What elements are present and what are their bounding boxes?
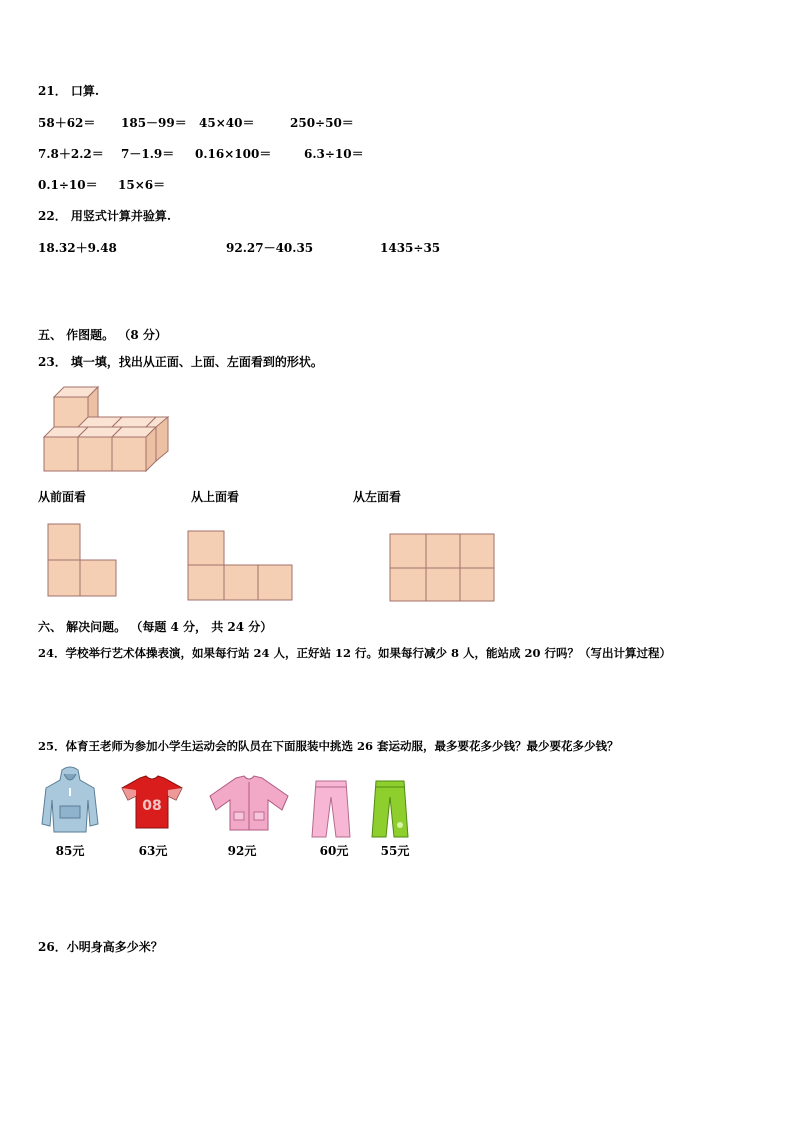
q24-text: 24．学校举行艺术体操表演，如果每行站 24 人，正好站 12 行。如果每行减少 8 人，能站成 20 行吗？（写出计算过程） [38, 646, 672, 660]
calc-item: 45×40＝ [199, 116, 255, 130]
vertical-calc-item: 18.32＋9.48 [38, 241, 117, 255]
view-label-top: 从上面看 [191, 490, 240, 504]
price-green-pants: 55元 [380, 844, 410, 858]
calc-item: 0.1÷10＝ [38, 178, 98, 192]
q23-title: 23． 填一填，找出从正面、上面、左面看到的形状。 [38, 355, 323, 369]
calc-item: 7－1.9＝ [121, 147, 175, 161]
section-6-title: 六、 解决问题。 （每题 4 分， 共 24 分） [38, 620, 273, 634]
price-red-tshirt: 63元 [138, 844, 168, 858]
calc-item: 58＋62＝ [38, 116, 96, 130]
red-tshirt-icon [120, 774, 184, 830]
front-view-grid [46, 522, 120, 600]
cube-stack-figure [40, 384, 172, 474]
price-pink-jacket: 92元 [227, 844, 257, 858]
left-view-grid [389, 533, 497, 603]
calc-item: 7.8＋2.2＝ [38, 147, 104, 161]
section-5-title: 五、 作图题。 （8 分） [38, 328, 167, 342]
calc-item: 15×6＝ [118, 178, 166, 192]
svg-text:08: 08 [142, 798, 162, 814]
vertical-calc-item: 1435÷35 [380, 241, 441, 255]
vertical-calc-item: 92.27－40.35 [226, 241, 314, 255]
view-label-front: 从前面看 [38, 490, 87, 504]
view-label-left: 从左面看 [353, 490, 402, 504]
q21-title: 21． 口算. [38, 84, 100, 98]
top-view-grid [186, 529, 294, 603]
calc-item: 0.16×100＝ [195, 147, 272, 161]
q26-text: 26．小明身高多少米？ [38, 940, 163, 954]
q22-title: 22． 用竖式计算并验算. [38, 209, 172, 223]
price-hoodie: 85元 [55, 844, 85, 858]
calc-item: 250÷50＝ [290, 116, 354, 130]
hoodie-icon [40, 766, 100, 836]
calc-item: 6.3÷10＝ [304, 147, 364, 161]
q25-text: 25．体育王老师为参加小学生运动会的队员在下面服装中挑选 26 套运动服，最多要花多少钱？最少要花多少钱？ [38, 739, 619, 753]
green-pants-icon [370, 779, 410, 839]
price-pink-pants: 60元 [319, 844, 349, 858]
calc-item: 185－99＝ [121, 116, 187, 130]
pink-jacket-icon [206, 774, 292, 832]
pink-pants-icon [310, 779, 352, 839]
